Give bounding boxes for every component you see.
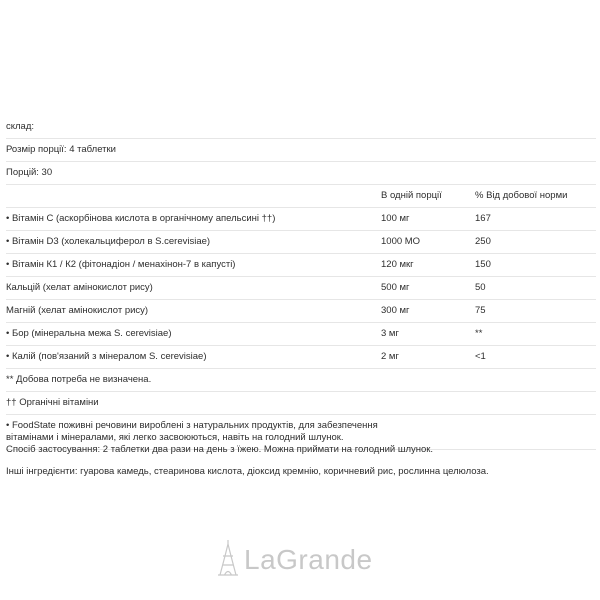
note-organic-row <box>6 392 596 415</box>
brand-watermark <box>216 540 373 580</box>
note-foodstate: • FoodState поживні речовини вироблені з натуральних продуктів, для забезпечення вітамінами і мінералами, які легко засвоюються, навіть на голодний шлунок. <box>6 420 378 443</box>
other-ingredients-text: Інші інгредієнти: гуарова камедь, стеаринова кислота, діоксид кремнію, коричневий рис, рослинна целюлоза. <box>6 466 489 477</box>
usage-text: Спосіб застосування: 2 таблетки два рази на день з їжею. Можна приймати на голодний шлунок. <box>6 444 434 455</box>
column-header-amount: В одній порції <box>381 190 442 201</box>
servings: Порцій: 30 <box>6 167 53 178</box>
nutrient-amount: 300 мг <box>381 305 410 316</box>
nutrient-daily-value: 250 <box>475 236 491 247</box>
table-header <box>6 185 596 208</box>
nutrient-daily-value: 167 <box>475 213 491 224</box>
nutrient-amount: 500 мг <box>381 282 410 293</box>
nutrient-daily-value: ** <box>475 328 483 339</box>
nutrient-amount: 2 мг <box>381 351 399 362</box>
note-daily-value-row <box>6 369 596 392</box>
table-row <box>6 208 596 231</box>
nutrient-name: • Вітамін D3 (холекальциферол в S.cerevisiae) <box>6 236 211 247</box>
nutrient-amount: 3 мг <box>381 328 399 339</box>
table-row <box>6 254 596 277</box>
usage-section <box>6 444 489 488</box>
note-organic: †† Органічні вітаміни <box>6 397 99 408</box>
serving-size-row <box>6 139 596 162</box>
column-header-daily-value: % Від добової норми <box>475 190 568 201</box>
table-row <box>6 231 596 254</box>
nutrient-daily-value: 75 <box>475 305 486 316</box>
table-row <box>6 300 596 323</box>
composition-title-row <box>6 116 596 139</box>
table-row <box>6 323 596 346</box>
nutrient-amount: 100 мг <box>381 213 410 224</box>
eiffel-tower-icon <box>216 539 240 582</box>
composition-panel <box>6 116 596 450</box>
nutrient-amount: 120 мкг <box>381 259 414 270</box>
nutrient-name: • Вітамін К1 / К2 (фітонадіон / менахінон-7 в капусті) <box>6 259 236 270</box>
nutrient-daily-value: <1 <box>475 351 486 362</box>
nutrient-daily-value: 150 <box>475 259 491 270</box>
serving-size: Розмір порції: 4 таблетки <box>6 144 116 155</box>
servings-row <box>6 162 596 185</box>
composition-title: склад: <box>6 121 35 132</box>
nutrient-name: Магній (хелат амінокислот рису) <box>6 305 149 316</box>
nutrient-amount: 1000 МО <box>381 236 421 247</box>
nutrient-name: • Калій (пов'язаний з мінералом S. cerevisiae) <box>6 351 207 362</box>
nutrient-name: • Вітамін C (аскорбінова кислота в органічному апельсині ††) <box>6 213 276 224</box>
table-row <box>6 277 596 300</box>
nutrient-name: • Бор (мінеральна межа S. cerevisiae) <box>6 328 172 339</box>
brand-logo-text: LaGrande <box>244 544 373 575</box>
nutrient-daily-value: 50 <box>475 282 486 293</box>
note-daily-value: ** Добова потреба не визначена. <box>6 374 152 385</box>
table-row <box>6 346 596 369</box>
nutrient-name: Кальцій (хелат амінокислот рису) <box>6 282 153 293</box>
